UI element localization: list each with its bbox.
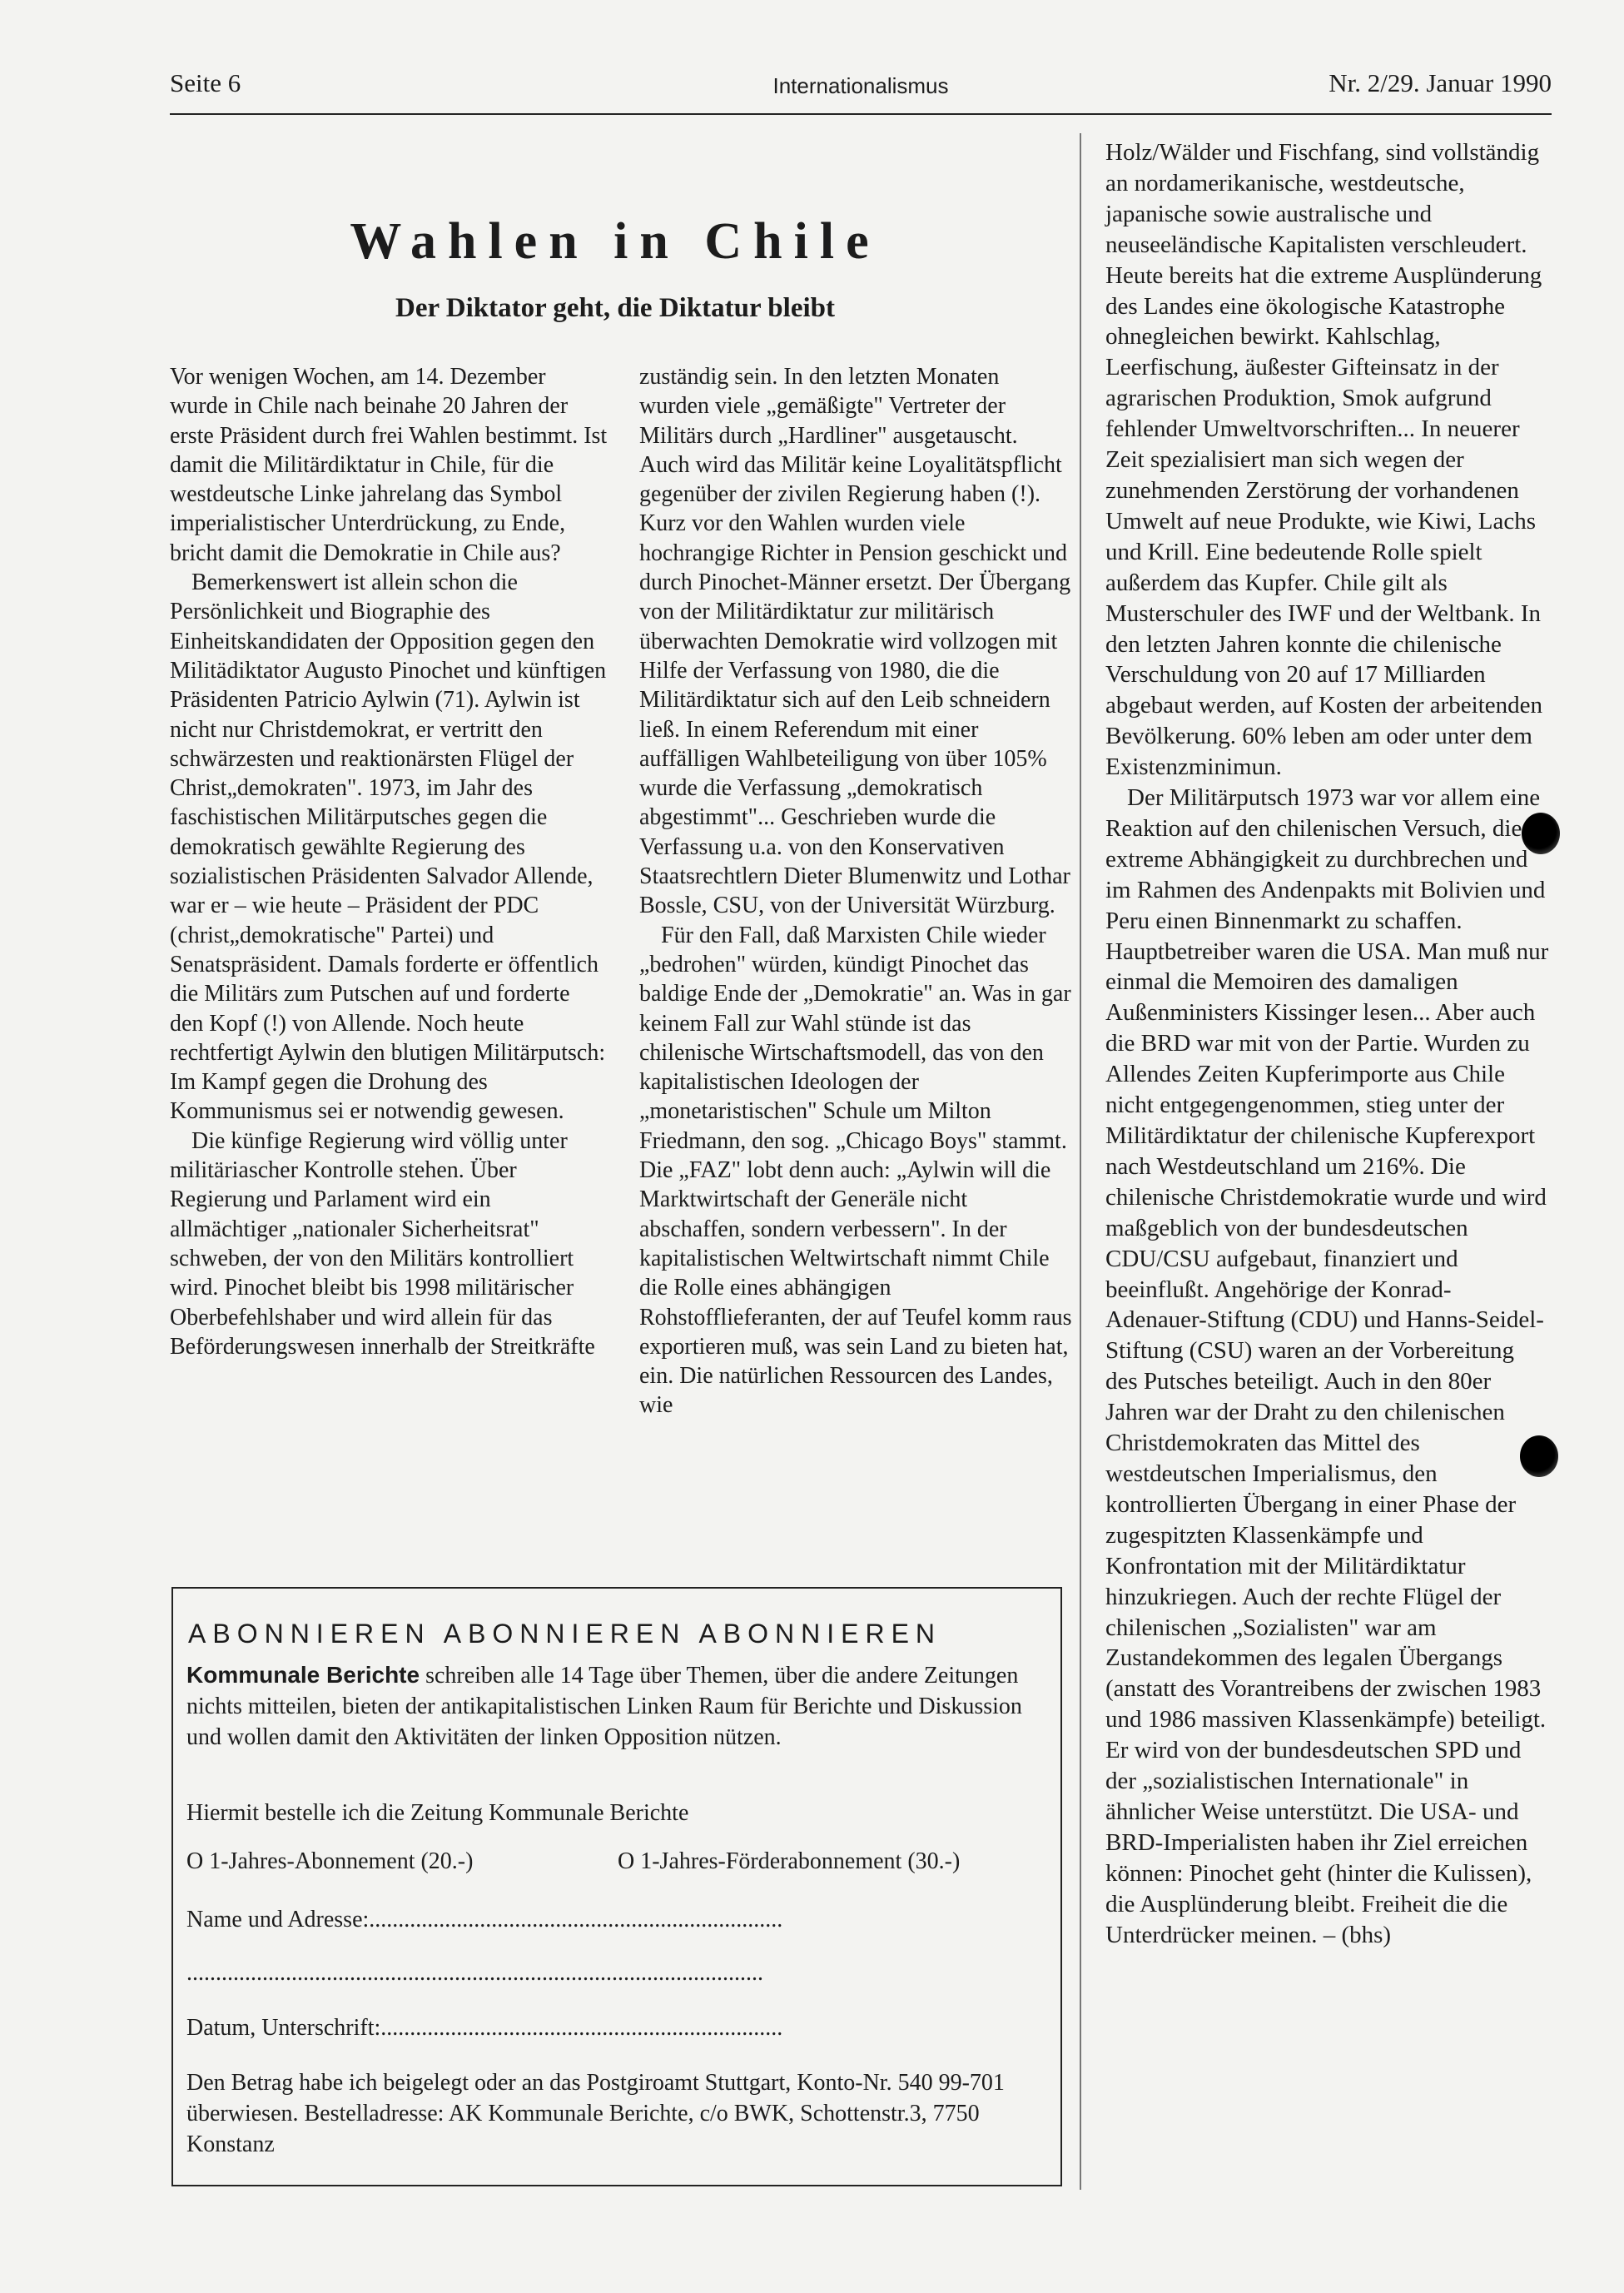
address-line-field[interactable]: ................................................................................................... [186,1960,763,1986]
paragraph: zuständig sein. In den letzten Monaten wurden viele „gemäßigte" Vertreter der Militärs durch „Hardliner" ausgetauscht. Auch wird das Militär keine Loyalitätspflicht gegenüber der zivilen Regierung haben (!). Kurz vor den Wahlen wurden viele hochrangige Richter in Pension geschickt und durch Pinochet-Männer ersetzt. Der Übergang von der Militärdiktatur zur militärisch überwachten Demokratie wird vollzogen mit Hilfe der Verfassung von 1980, die die Militärdiktatur sich auf den Leib schneidern ließ. In einem Referendum mit einer auffälligen Wahlbeteiligung von über 105% wurde die Verfassung „demokratisch abgestimmt"... Geschrieben wurde die Verfassung u.a. von den Konservativen Staatsrechtlern Dieter Blumenwitz und Lothar Bossle, CSU, von der Universität Würzburg. [639,364,1071,919]
article-column-2 [639,362,1072,1420]
article-title: Wahlen in Chile [350,213,881,270]
header-rule [170,113,1552,115]
signature-field[interactable]: Datum, Unterschrift:..................................................................... [186,2015,783,2041]
column-divider [1080,133,1081,2190]
article-subtitle: Der Diktator geht, die Diktatur bleibt [395,293,835,323]
option-annual-subscription[interactable]: O 1-Jahres-Abonnement (20.-) [186,1848,474,1874]
article-column-1 [170,362,608,1361]
issue-date: Nr. 2/29. Januar 1990 [1329,68,1552,97]
punch-hole-top [1522,813,1560,854]
paragraph: Vor wenigen Wochen, am 14. Dezember wurde in Chile nach beinahe 20 Jahren der erste Präsident durch frei Wahlen bestimmt. Ist damit die Militärdiktatur in Chile, für die westdeutsche Linke jahrelang das Symbol imperialistischer Unterdrückung, zu Ende, bricht damit die Demokratie in Chile aus? [170,364,608,566]
option-supporting-subscription[interactable]: O 1-Jahres-Förderabonnement (30.-) [618,1848,961,1874]
paragraph: Die künfige Regierung wird völlig unter militäriascher Kontrolle stehen. Über Regierung und Parlament wird ein allmächtiger „nationaler Sicherheitsrat" schweben, der von den Militärs kontrolliert wird. Pinochet bleibt bis 1998 militärischer Oberbefehlshaber und wird allein für das Beförderungswesen innerhalb der Streitkräfte [170,1127,595,1360]
order-line: Hiermit bestelle ich die Zeitung Kommunale Berichte [186,1800,689,1826]
page-number: Seite 6 [170,68,241,97]
article-column-3 [1105,137,1552,1950]
section-title: Internationalismus [772,73,949,98]
paragraph: Der Militärputsch 1973 war vor allem eine Reaktion auf den chilenischen Versuch, die extreme Abhängigkeit zu durchbrechen und im Rahmen des Andenpakts mit Bolivien und Peru einen Binnenmarkt zu schaffen. Hauptbetreiber waren die USA. Man muß nur einmal die Memoiren des damaligen Außenministers Kissinger lesen... Aber auch die BRD war mit von der Partie. Wurden zu Allendes Zeiten Kupferimporte aus Chile nicht entgegengenommen, stieg unter der Militärdiktatur der chilenische Kupferexport nach Westdeutschland um 216%. Die chilenische Christdemokratie wurde und wird maßgeblich von der bundesdeutschen CDU/CSU aufgebaut, finanziert und beeinflußt. Angehörige der Konrad-Adenauer-Stiftung (CDU) und Hanns-Seidel-Stiftung (CSU) waren an der Vorbereitung des Putsches beteiligt. Auch in den 80er Jahren war der Draht zu den chilenischen Christdemokraten das Mittel des westdeutschen Imperialismus, den kontrollierten Übergang in einer Phase der zugespitzten Klassenkämpfe und Konfrontation mit der Militärdiktatur hinzukriegen. Auch der rechte Flügel der chilenischen „Sozialisten" war am Zustandekommen des legalen Übergangs (anstatt des Vorantreibens der zwischen 1983 und 1986 massiven Klassenkämpfe) beteiligt. Er wird von der bundesdeutschen SPD und der „sozialistischen Internationale" in ähnlicher Weise unterstützt. Die USA- und BRD-Imperialisten haben ihr Ziel erreichen können: Pinochet geht (hinter die Kulissen), die Ausplünderung bleibt. Freiheit die die Unterdrücker meinen. – (bhs) [1105,784,1549,1948]
intro-text: schreiben alle 14 Tage über Themen, über die andere Zeitungen nichts mitteilen, bieten der antikapitalistischen Linken Raum für Berichte und Diskussion und wollen damit den Aktivitäten der linken Opposition nützen. [186,1663,1022,1750]
paragraph: Bemerkenswert ist allein schon die Persönlichkeit und Biographie des Einheitskandidaten der Opposition gegen den Militädiktator Augusto Pinochet und künftigen Präsidenten Patricio Aylwin (71). Aylwin ist nicht nur Christdemokrat, er vertritt den schwärzesten und reaktionärsten Flügel der Christ„demokraten". 1973, im Jahr des faschistischen Militärputsches gegen die demokratisch gewählte Regierung des sozialistischen Präsidenten Salvador Allende, war er – wie heute – Präsident der PDC (christ„demokratische" Partei) und Senatspräsident. Damals forderte er öffentlich die Militärs zum Putschen auf und forderte den Kopf (!) von Allende. Noch heute rechtfertigt Aylwin den blutigen Militärputsch: Im Kampf gegen die Drohung des Kommunismus sei er notwendig gewesen. [170,570,607,1125]
paragraph: Holz/Wälder und Fischfang, sind vollständig an nordamerikanische, westdeutsche, japanische sowie australische und neuseeländische Kapitalisten verschleudert. Heute bereits hat die extreme Ausplünderung des Landes eine ökologische Katastrophe ohnegleichen bewirkt. Kahlschlag, Leerfischung, äußester Gifteinsatz in der agrarischen Produktion, Smok aufgrund fehlender Umweltvorschriften... In neuerer Zeit spezialisiert man sich wegen der zunehmenden Zerstörung der vorhandenen Umwelt auf neue Produkte, wie Kiwi, Lachs und Krill. Eine bedeutende Rolle spielt außerdem das Kupfer. Chile gilt als Musterschuler des IWF und der Weltbank. In den letzten Jahren konnte die chilenische Verschuldung von 20 auf 17 Milliarden abgebaut werden, auf Kosten der arbeitenden Bevölkerung. 60% leben am oder unter dem Existenzminimun. [1105,139,1542,781]
subscription-intro [186,1659,1047,1753]
paragraph: Für den Fall, daß Marxisten Chile wieder „bedrohen" würden, kündigt Pinochet das baldige Ende der „Demokratie" an. Was in gar keinem Fall zur Wahl stünde ist das chilenische Wirtschaftsmodell, das von den kapitalistischen Ideologen der „monetaristischen" Schule um Milton Friedmann, den sog. „Chicago Boys" stammt. Die „FAZ" lobt denn auch: „Aylwin will die Marktwirtschaft der Generäle nicht abschaffen, sondern verbessern". In der kapitalistischen Weltwirtschaft nimmt Chile die Rolle eines abhängigen Rohstofflieferanten, der auf Teufel komm raus exportieren muß, was sein Land zu bieten hat, ein. Die natürlichen Ressourcen des Landes, wie [639,922,1072,1419]
payment-info: Den Betrag habe ich beigelegt oder an das Postgiroamt Stuttgart, Konto-Nr. 540 99-701 überwiesen. Bestelladresse: AK Kommunale Berichte, c/o BWK, Schottenstr.3, 7750 Konstanz [186,2070,1005,2157]
paper-name: Kommunale Berichte [186,1662,420,1688]
name-address-field[interactable]: Name und Adresse:....................................................................... [186,1907,783,1932]
page-header [170,68,1552,112]
subscription-heading: ABONNIEREN ABONNIEREN ABONNIEREN [188,1619,942,1649]
punch-hole-bottom [1520,1435,1558,1477]
subscription-box [171,1587,1062,2186]
